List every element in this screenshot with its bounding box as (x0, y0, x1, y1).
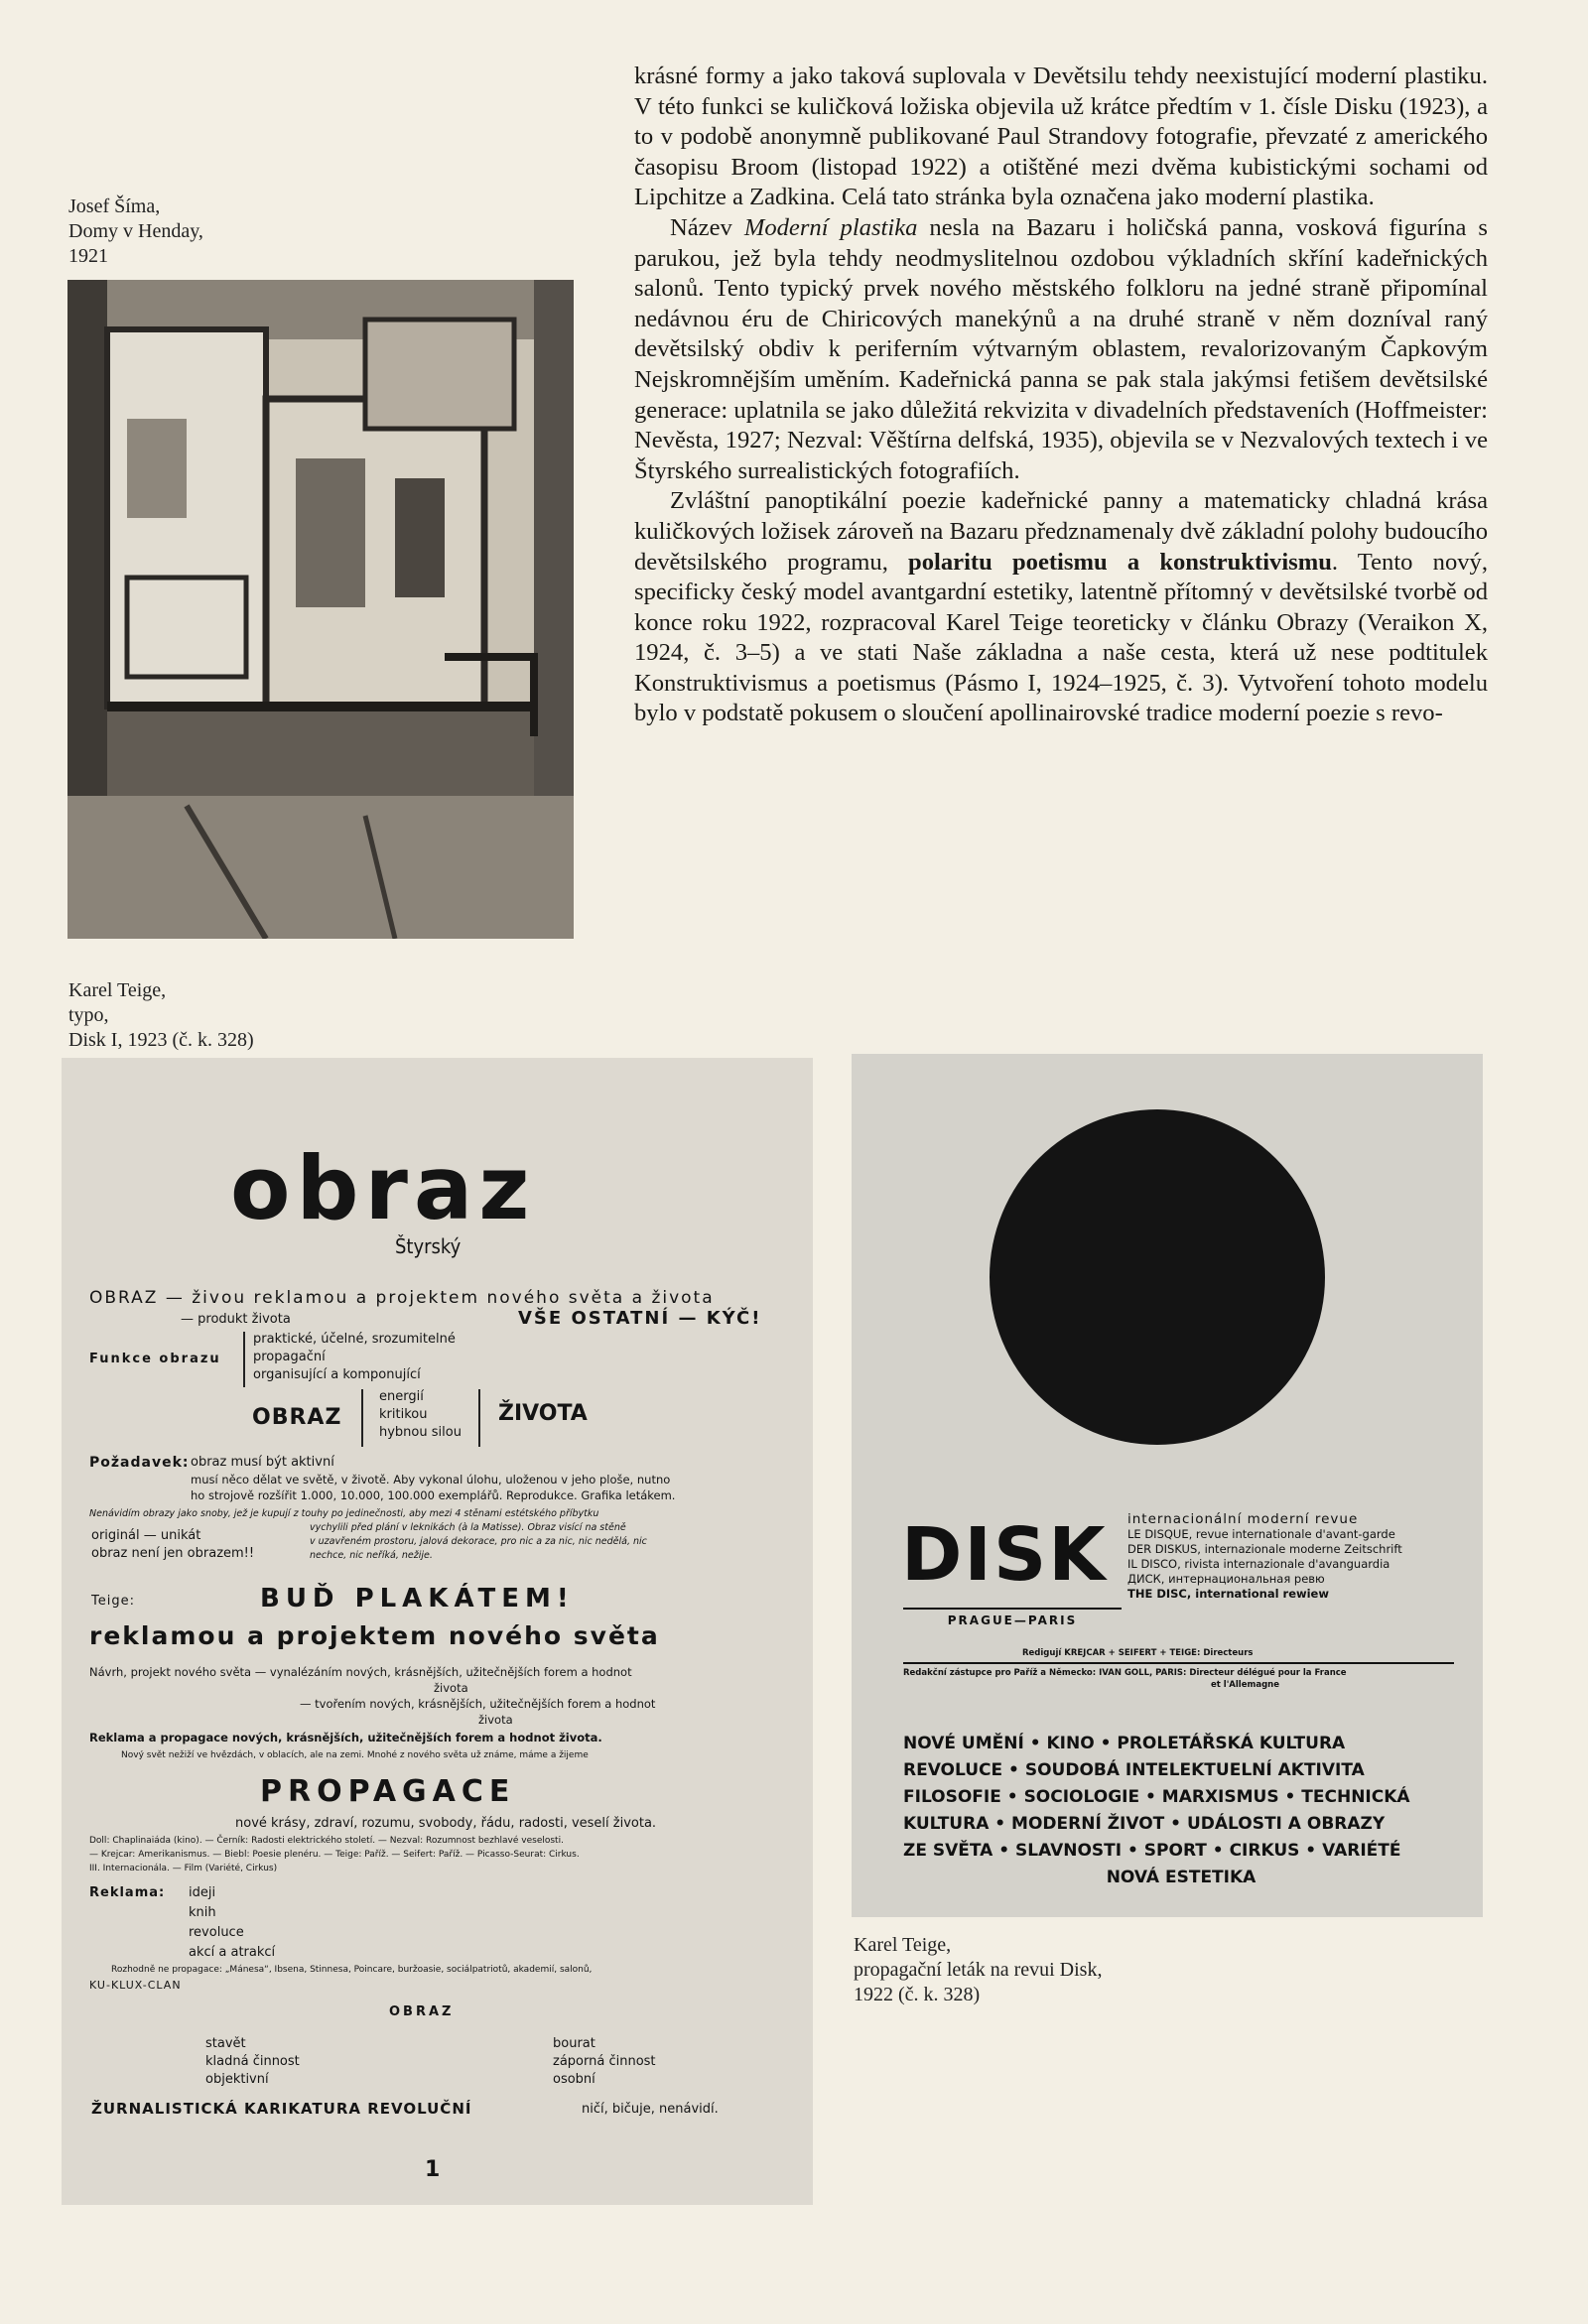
body-text (634, 62, 1488, 729)
poster-line: ho strojově rozšířit 1.000, 10.000, 100.000 exemplářů. Reprodukce. Grafika letákem. (191, 1488, 676, 1502)
caption-line: Josef Šíma, (68, 195, 161, 217)
disk-editors (903, 1647, 1454, 1691)
poster-italic: vychylili před plání v leknikách (à la Matisse). Obraz visící na stěně (310, 1522, 626, 1533)
poster-line: života (478, 1713, 513, 1727)
poster-item: hybnou silou (379, 1425, 462, 1440)
black-circle (990, 1109, 1325, 1445)
caption-line: Disk I, 1923 (č. k. 328) (68, 1029, 254, 1051)
poster-obraz-center: OBRAZ (389, 2004, 455, 2019)
poster-line: ničí, bičuje, nenávidí. (582, 2102, 719, 2117)
disk-subtitle-line: internacionální moderní revue (1127, 1511, 1359, 1527)
poster-author: Štyrský (395, 1234, 462, 1258)
paragraph (634, 213, 1488, 486)
brace (243, 1332, 245, 1387)
poster-zivota-word: ŽIVOTA (498, 1401, 588, 1426)
disk-topic-line: NOVÉ UMĚNÍ • KINO • PROLETÁŘSKÁ KULTURA (903, 1734, 1346, 1753)
text-run: nesla na Bazaru i holičská panna, vosková figurína s parukou, jež byla tehdy neodmyslitelnou ozdobou výkladních skříní kadeřnických salonů. Tento typický prvek nového městského folkloru na jedné straně připomínal nedávnou éru de Chiricových manekýnů a na druhé straně v něm dozníval raný devětsilský obdiv k periferním výtvarným oblastem, revalorizovaným Čapkovým Nejskromnějším uměním. Kadeřnická panna se pak stala jakýmsi fetišem devětsilské generace: uplatnila se jako důležitá rekvizita v divadelních představeních (Hoffmeister: Nevěsta, 1927; Nezval: Věštírna delfská, 1935), objevila se v Nezvalových textech i ve Štyrského surrealistických fotografiích. (634, 213, 1488, 484)
painting-image (67, 280, 574, 939)
poster-label: Teige: (91, 1594, 135, 1609)
poster-line: — tvořením nových, krásnějších, užitečnějších forem a hodnot (300, 1697, 656, 1711)
disk-subtitle-line: IL DISCO, rivista internazionale d'avanguardia (1127, 1557, 1390, 1571)
poster-title: obraz (230, 1137, 536, 1239)
bold-phrase: polaritu poetismu a konstruktivismu (908, 548, 1332, 576)
disk-subtitle-line: DER DISKUS, internazionale moderne Zeitschrift (1127, 1542, 1402, 1556)
poster-line: Nový svět nežiží ve hvězdách, v oblacích, ale na zemi. Mnohé z nového světa už známe, máme a žijeme (121, 1750, 589, 1760)
brace (478, 1389, 480, 1447)
poster-propagace: PROPAGACE (260, 1774, 516, 1809)
poster-item: knih (189, 1905, 216, 1920)
disk-flyer (852, 1054, 1483, 1917)
disk-topic-line: FILOSOFIE • SOCIOLOGIE • MARXISMUS • TECHNICKÁ (903, 1787, 1410, 1807)
italic-title: Moderní plastika (743, 213, 918, 241)
caption-teige-typo (68, 978, 254, 1053)
poster-line: — produkt života (181, 1312, 291, 1327)
disk-subtitles (1127, 1512, 1465, 1602)
poster-line: Reklama a propagace nových, krásnějších, užitečnějších forem a hodnot života. (89, 1731, 602, 1744)
poster-line: Rozhodně ne propagace: „Mánesa“, Ibsena, Stinnesa, Poincare, buržoasie, sociálpatriotů, akademií, salonů, (111, 1965, 593, 1975)
disk-subtitle-line: LE DISQUE, revue internationale d'avant-garde (1127, 1527, 1395, 1541)
poster-line: KU-KLUX-CLAN (89, 1979, 182, 1992)
poster-obraz-word: OBRAZ (252, 1405, 342, 1430)
text-run: Název (670, 213, 744, 241)
disk-topic-line: REVOLUCE • SOUDOBÁ INTELEKTUELNÍ AKTIVITA (903, 1760, 1365, 1780)
poster-line: — Krejcar: Amerikanismus. — Biebl: Poesie plenéru. — Teige: Paříž. — Seifert: Paříž. — Picasso-Seurat: Cirkus. (89, 1850, 580, 1860)
disk-subtitle-line: ДИСК, интернациональная ревю (1127, 1572, 1325, 1586)
poster-line: Návrh, projekt nového světa — vynalézáním nových, krásnějších, užitečnějších forem a hodnot (89, 1665, 632, 1679)
poster-item: bourat (553, 2036, 596, 2051)
poster-line: Doll: Chaplinaiáda (kino). — Černík: Radosti elektrického století. — Nezval: Rozumnost bezhlavé veselosti. (89, 1836, 564, 1846)
poster-item: praktické, účelné, srozumitelné (253, 1332, 456, 1347)
poster-italic: nechce, nic neříká, nežije. (310, 1550, 433, 1561)
poster-label: Reklama: (89, 1885, 166, 1900)
obraz-poster (62, 1058, 813, 2205)
poster-item: akcí a atrakcí (189, 1945, 276, 1960)
poster-line: OBRAZ — živou reklamou a projektem nového světa a života (89, 1288, 715, 1308)
poster-line: VŠE OSTATNÍ — KÝČ! (518, 1308, 762, 1329)
poster-line: musí něco dělat ve světě, v životě. Aby vykonal úlohu, uloženou v jeho ploše, nutno (191, 1473, 671, 1486)
caption-line: 1921 (68, 245, 108, 267)
disk-cities: PRAGUE—PARIS (903, 1608, 1122, 1627)
poster-line: III. Internacionála. — Film (Variété, Cirkus) (89, 1864, 278, 1873)
poster-line: života (434, 1681, 468, 1695)
poster-line: originál — unikát (91, 1528, 201, 1543)
disk-topics (903, 1731, 1459, 1891)
disk-editors-line: Redigují KREJCAR + SEIFERT + TEIGE: Directeurs (1022, 1648, 1254, 1658)
poster-item: propagační (253, 1350, 326, 1364)
caption-line: Karel Teige, (68, 979, 167, 1001)
poster-item: záporná činnost (553, 2054, 656, 2069)
caption-sima (68, 194, 203, 269)
paragraph: krásné formy a jako taková suplovala v Devětsilu tehdy neexistující moderní plastiku. V této funkci se kuličková ložiska objevila už krátce předtím v 1. čísle Disku (1923), a to v podobě anonymně publikované Paul Strandovy fotografie, převzaté z amerického časopisu Broom (listopad 1922) a otištěné mezi dvěma kubistickými sochami od Lipchitze a Zadkina. Celá tato stránka byla označena jako moderní plastika. (634, 63, 1488, 211)
poster-item: osobní (553, 2072, 596, 2087)
poster-item: revoluce (189, 1925, 244, 1940)
poster-line: obraz není jen obrazem!! (91, 1546, 255, 1561)
poster-item: objektivní (205, 2072, 269, 2087)
caption-line: typo, (68, 1004, 109, 1026)
poster-item: energií (379, 1389, 424, 1404)
poster-line: obraz musí být aktivní (191, 1455, 334, 1470)
brace (361, 1389, 363, 1447)
poster-label: Požadavek: (89, 1455, 190, 1471)
poster-page-number: 1 (425, 2157, 441, 2182)
poster-line: nové krásy, zdraví, rozumu, svobody, řádu, radosti, veselí života. (235, 1816, 657, 1831)
poster-item: stavět (205, 2036, 246, 2051)
caption-line: Karel Teige, (854, 1934, 952, 1956)
poster-item: kritikou (379, 1407, 428, 1422)
paragraph (634, 486, 1488, 729)
poster-italic: Nenávidím obrazy jako snoby, jež je kupují z touhy po jedinečnosti, aby mezi 4 stěnami estétského příbytku (89, 1508, 599, 1519)
text-run: . Tento nový, specificky český model avantgardní estetiky, latentně přítomný v devětsilské tvorbě od konce roku 1922, rozpracoval Karel Teige teoreticky v článku Obrazy (Veraikon X, 1924, č. 3–5) a ve stati Naše základna a naše cesta, která už nese podtitulek Konstruktivismus a poetismus (Pásmo I, 1924–1925, č. 3). Vytvoření tohoto modelu bylo v podstatě pokusem o sloučení apollinairovské tradice moderní poezie s revo- (634, 548, 1488, 727)
caption-line: Domy v Henday, (68, 220, 203, 242)
poster-item: kladná činnost (205, 2054, 300, 2069)
poster-label: Funkce obrazu (89, 1352, 221, 1366)
poster-item: organisující a komponující (253, 1367, 421, 1382)
disk-rep-line: et l'Allemagne (1211, 1680, 1279, 1690)
text-run: Zvláštní panoptikální poezie kadeřnické panny a matematicky chladná krása kuličkových ložisek zároveň na Bazaru předznamenaly dvě základní polohy budoucího devětsilského programu, (634, 487, 1488, 576)
disk-rep-line: Redakční zástupce pro Paříž a Německo: IVAN GOLL, PARIS: Directeur délégué pour la France (903, 1662, 1454, 1679)
disk-topic-line: NOVÁ ESTETIKA (1106, 1868, 1257, 1887)
caption-line: 1922 (č. k. 328) (854, 1984, 981, 2005)
poster-item: ideji (189, 1885, 216, 1900)
caption-line: propagační leták na revui Disk, (854, 1959, 1103, 1981)
poster-headline: BUĎ PLAKÁTEM! (260, 1584, 575, 1614)
caption-teige-disk (854, 1933, 1102, 2007)
disk-subtitle-line: THE DISC, international rewiew (1127, 1587, 1329, 1601)
disk-topic-line: ZE SVĚTA • SLAVNOSTI • SPORT • CIRKUS • VARIÉTÉ (903, 1841, 1401, 1861)
disk-title: DISK (901, 1512, 1108, 1598)
poster-line: ŽURNALISTICKÁ KARIKATURA REVOLUČNÍ (91, 2100, 472, 2118)
disk-topic-line: KULTURA • MODERNÍ ŽIVOT • UDÁLOSTI A OBRAZY (903, 1814, 1386, 1834)
painting-drawing (67, 280, 574, 939)
poster-italic: v uzavřeném prostoru, jalová dekorace, pro nic a za nic, nic nedělá, nic (310, 1536, 647, 1547)
poster-headline: reklamou a projektem nového světa (89, 1621, 660, 1650)
